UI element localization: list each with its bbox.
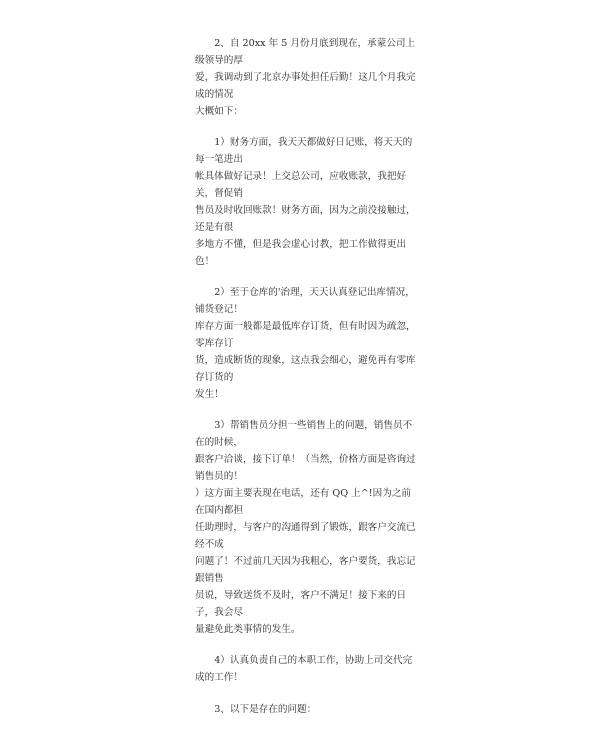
text-line: ）这方面主要表现在电话，还有 QQ 上^!因为之前在国内都担 xyxy=(195,488,412,516)
text-line: 员说，导致送货不及时，客户不满足！接下来的日子，我会尽 xyxy=(195,590,407,618)
text-line: 大概如下： xyxy=(195,106,243,117)
text-line: 跟客户洽谈，接下订单！（当然，价格方面是咨询过销售员的！ xyxy=(195,454,416,482)
text-line: 4）认真负责自己的本职工作，协助上司交代完成的工作！ xyxy=(195,655,413,683)
text-line: 3、以下是存在的问题： xyxy=(214,704,317,715)
paragraph-problems-heading xyxy=(195,701,420,718)
document-body xyxy=(195,35,420,732)
text-line: 任助理时，与客户的沟通得到了锻炼，跟客户交流已经不成 xyxy=(195,522,416,550)
paragraph-duties xyxy=(195,652,420,686)
text-line: 发生！ xyxy=(195,389,224,400)
text-line: 3）帮销售员分担一些销售上的问题，销售员不在的时候， xyxy=(195,420,413,448)
text-line: 量避免此类事情的发生。 xyxy=(195,624,301,635)
paragraph-work-transfer xyxy=(195,35,420,120)
paragraph-finance xyxy=(195,134,420,270)
text-line: 爱，我调动到了北京办事处担任后勤！这几个月我完成的情况 xyxy=(195,72,416,100)
text-line: 货，造成断货的现象，这点我会细心，避免再有零库存订货的 xyxy=(195,355,416,383)
text-line: 帐具体做好记录！上交总公司，应收账款，我把好关，督促销 xyxy=(195,171,407,199)
text-line: 问题了！不过前几天因为我粗心，客户要货，我忘记跟销售 xyxy=(195,556,416,584)
text-line: 多地方不懂，但是我会虚心讨教，把工作做得更出色！ xyxy=(195,239,407,267)
text-line: 2、自 20xx 年 5 月份月底到现在，承蒙公司上级领导的厚 xyxy=(195,38,416,66)
paragraph-sales-support xyxy=(195,417,420,638)
text-line: 2）至于仓库的'治理，天天认真登记出库情况，铺货登记！ xyxy=(195,287,415,315)
text-line: 售员及时收回账款！财务方面，因为之前没接触过，还是有很 xyxy=(195,205,416,233)
text-line: 库存方面一般都是最低库存订货，但有时因为疏忽，零库存订 xyxy=(195,321,416,349)
text-line: 1）财务方面，我天天都做好日记账，将天天的每一笔进出 xyxy=(195,137,413,165)
paragraph-warehouse xyxy=(195,284,420,403)
